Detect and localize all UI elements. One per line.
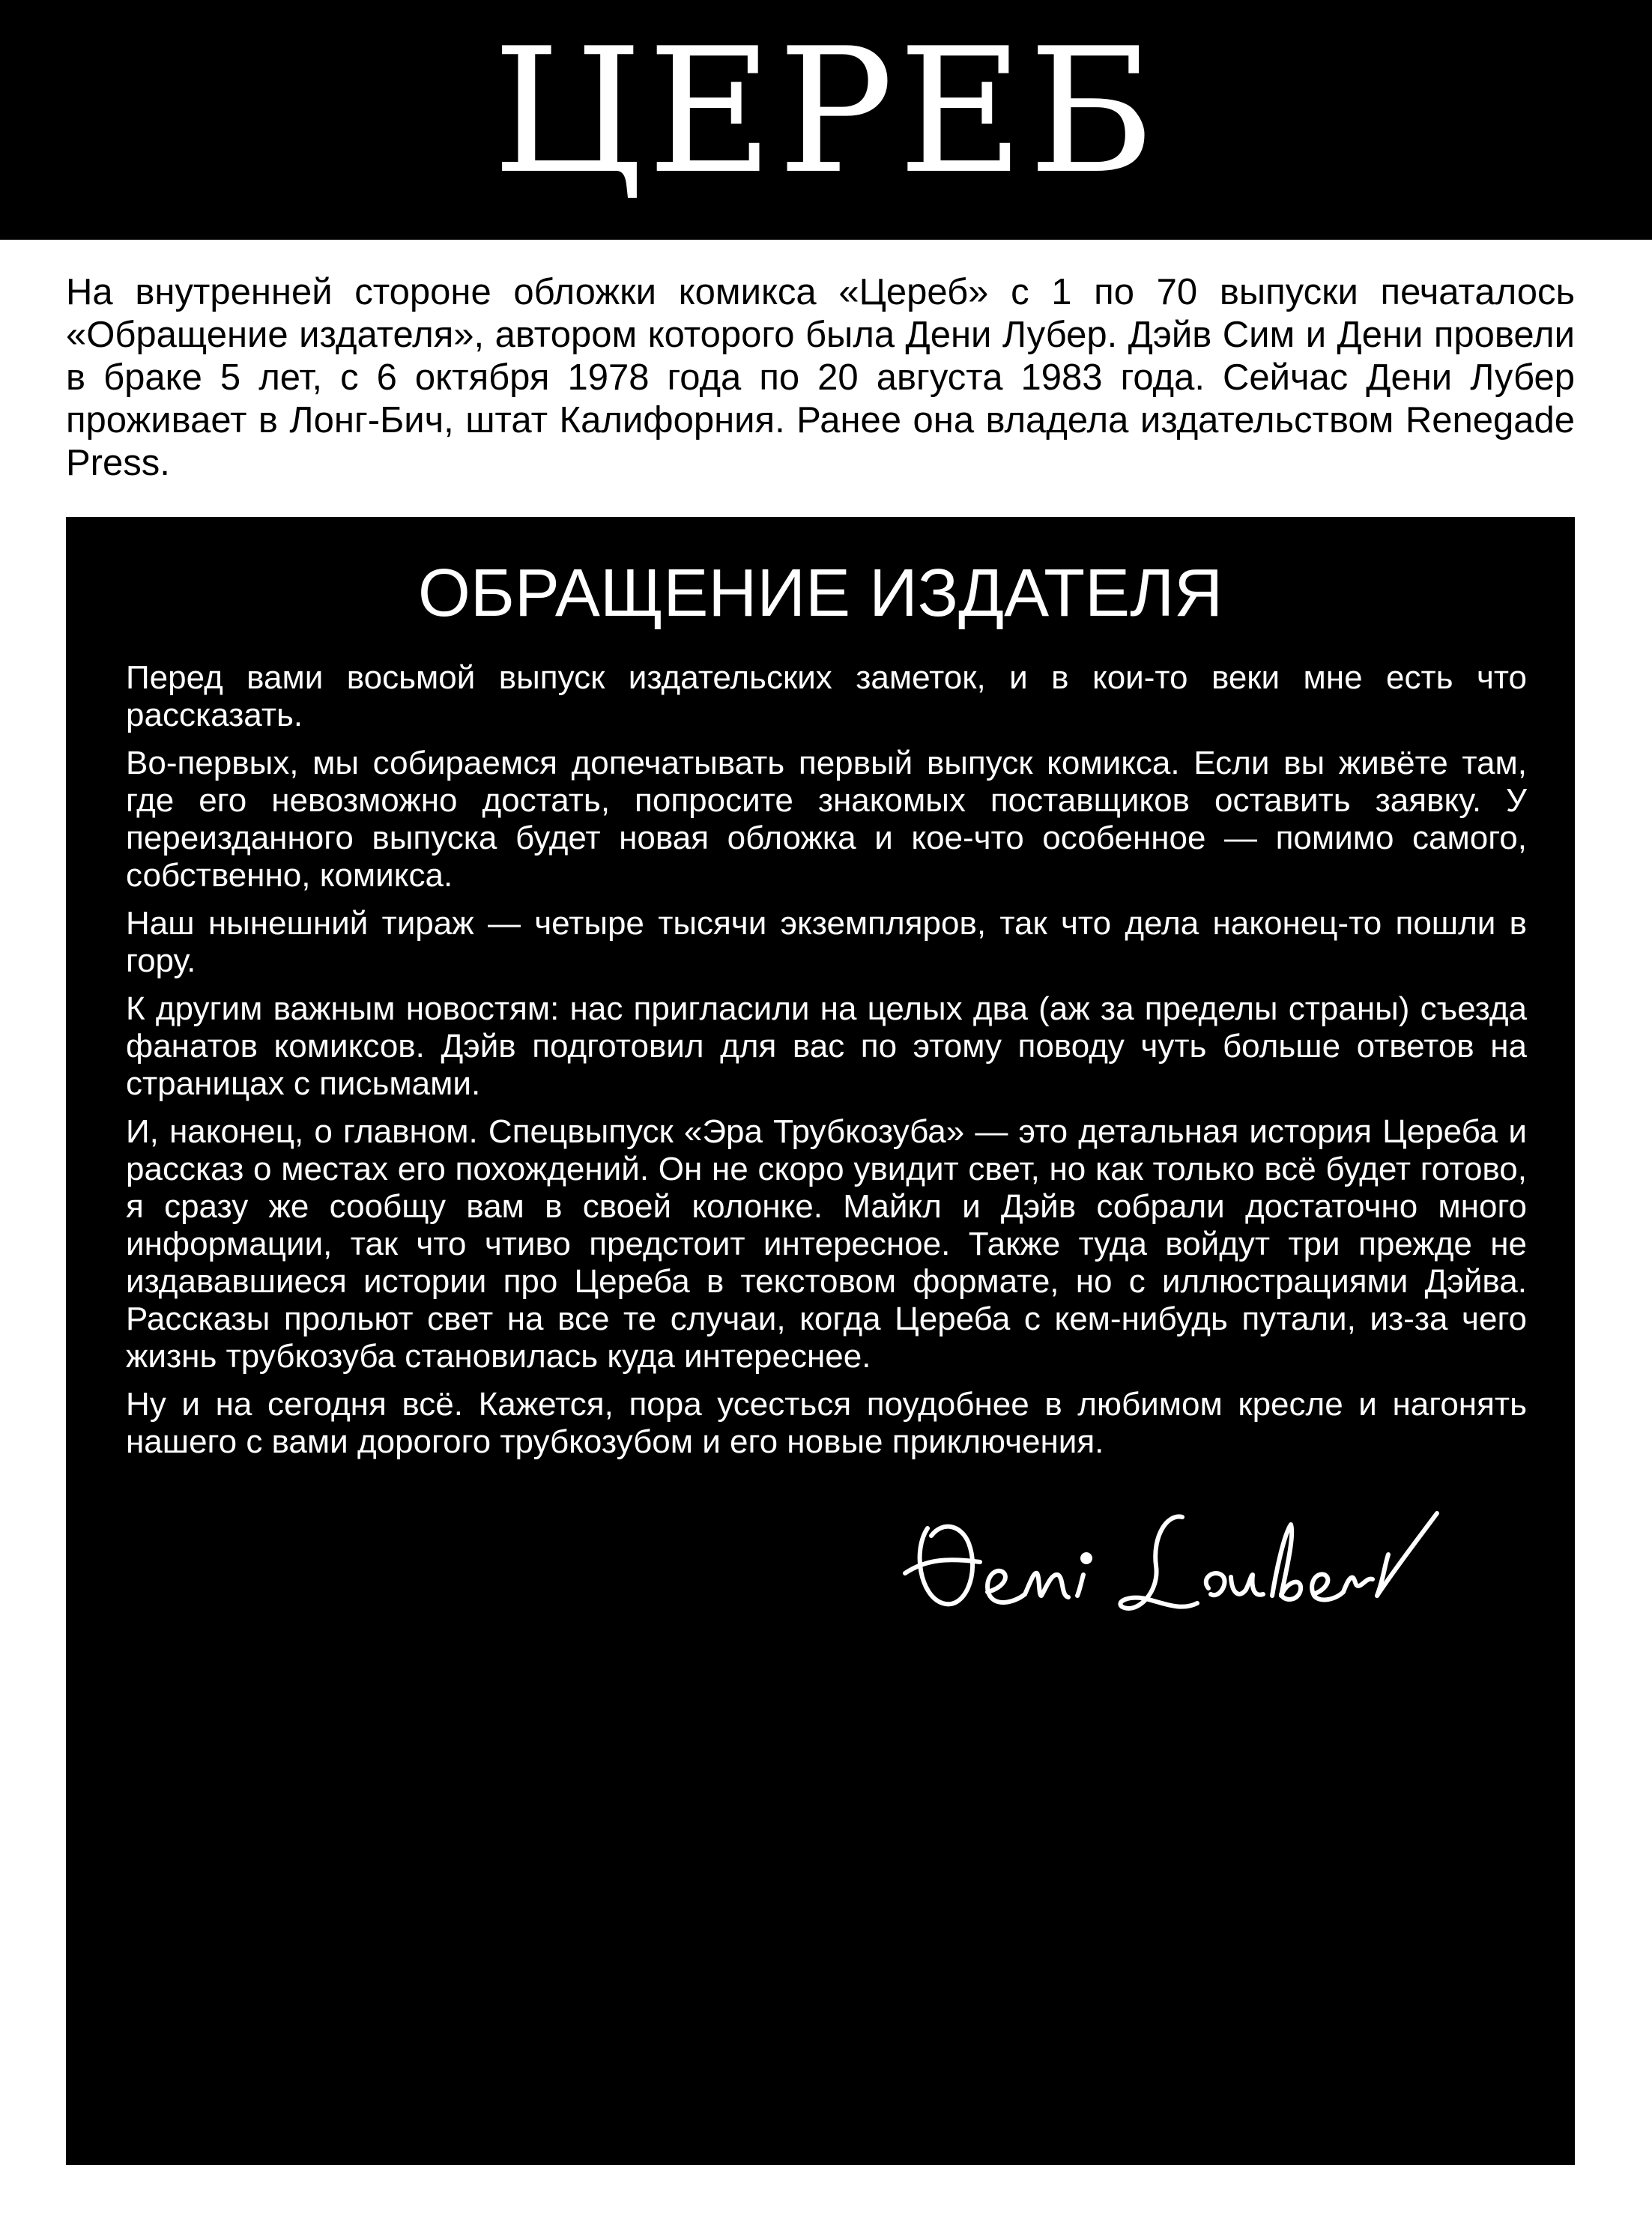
paragraph-6: Ну и на сегодня всё. Кажется, пора усесться поудобнее в любимом кресле и нагонять нашего с вами дорогого трубкозубом и его новые приключения. <box>126 1386 1527 1460</box>
masthead-title: ЦЕРЕБ <box>492 12 1160 212</box>
panel-body <box>126 659 1527 1471</box>
paragraph-5: И, наконец, о главном. Спецвыпуск «Эра Трубкозуба» — это детальная история Цереба и рассказ о местах его похождений. Он не скоро увидит свет, но как только всё будет готово, я сразу же сообщу вам в своей колонке. Майкл и Дэйв собрали достаточно много информации, так что чтиво предстоит интересное. Также туда войдут три прежде не издававшиеся истории про Цереба в текстовом формате, но с иллюстрациями Дэйва. Рассказы прольют свет на все те случаи, когда Цереба с кем-нибудь путали, из-за чего жизнь трубкозуба становилась куда интереснее. <box>126 1113 1527 1375</box>
publisher-note-panel <box>66 517 1575 2165</box>
panel-title: ОБРАЩЕНИЕ ИЗДАТЕЛЯ <box>417 556 1223 631</box>
paragraph-2: Во-первых, мы собираемся допечатывать первый выпуск комикса. Если вы живёте там, где его невозможно достать, попросите знакомых поставщиков оставить заявку. У переизданного выпуска будет новая обложка и кое-что особенное — помимо самого, собственно, комикса. <box>126 745 1527 894</box>
paragraph-4: К другим важным новостям: нас пригласили на целых два (аж за пределы страны) съезда фанатов комиксов. Дэйв подготовил для вас по этому поводу чуть больше ответов на страницах с письмами. <box>126 990 1527 1102</box>
intro-paragraph: На внутренней стороне обложки комикса «Цереб» с 1 по 70 выпуски печаталось «Обращение издателя», автором которого была Дени Лубер. Дэйв Сим и Дени провели в браке 5 лет, с 6 октября 1978 года по 20 августа 1983 года. Сейчас Дени Лубер проживает в Лонг-Бич, штат Калифорния. Ранее она владела издательством Renegade Press. <box>66 272 1575 483</box>
signature-image <box>898 1483 1467 1641</box>
masthead <box>0 0 1652 240</box>
paragraph-1: Перед вами восьмой выпуск издательских заметок, и в кои-то веки мне есть что рассказать. <box>126 659 1527 733</box>
paragraph-3: Наш нынешний тираж — четыре тысячи экземпляров, так что дела наконец-то пошли в гору. <box>126 905 1527 979</box>
